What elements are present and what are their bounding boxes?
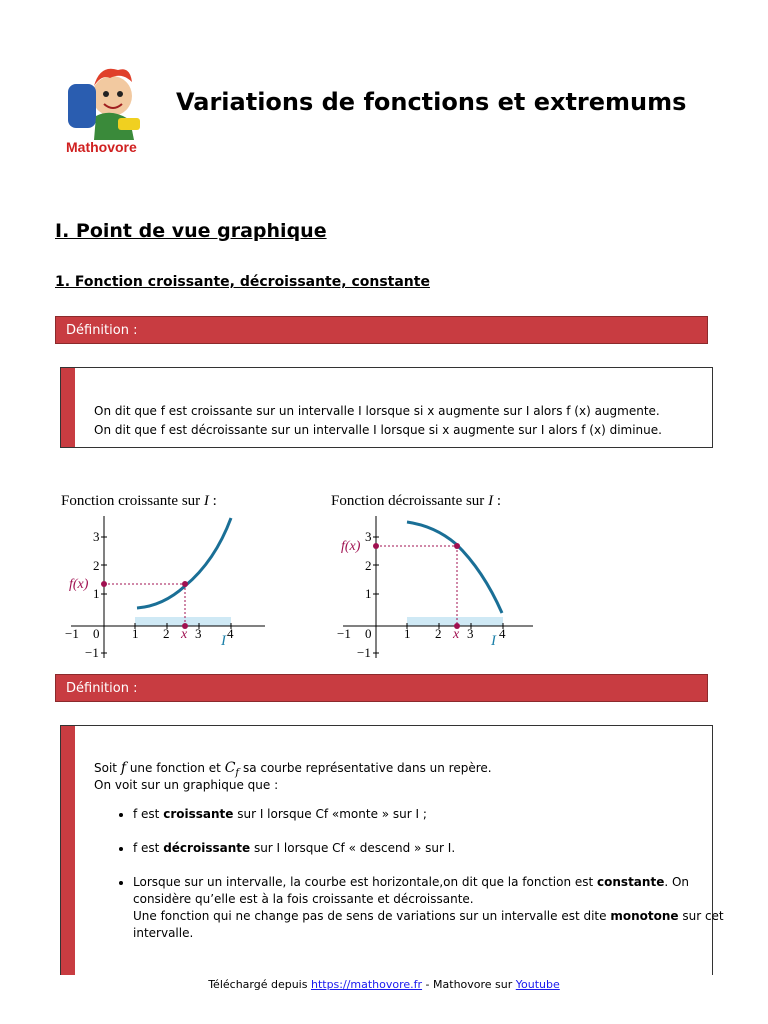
footer-text: - Mathovore sur: [422, 978, 516, 991]
definition-header: Définition :: [55, 674, 708, 702]
svg-text:1: 1: [404, 626, 411, 641]
svg-text:x: x: [181, 627, 188, 642]
footer: [0, 978, 768, 991]
definition-stripe: [61, 368, 75, 447]
mathovore-logo: [60, 58, 160, 158]
definition-text: On dit que f est décroissante sur un intervalle I lorsque si x augmente sur I alors f (x) diminue.: [94, 423, 662, 437]
svg-text:1: 1: [93, 586, 100, 601]
increasing-curve: [137, 518, 231, 608]
svg-text:1: 1: [132, 626, 139, 641]
svg-text:−1: −1: [337, 626, 351, 641]
svg-text:−1: −1: [357, 645, 371, 660]
svg-text:0: 0: [365, 626, 372, 641]
svg-text:Mathovore: Mathovore: [66, 139, 137, 155]
list-item: • f est croissante sur I lorsque Cf «monte » sur I ;: [133, 806, 733, 823]
definition-intro: Soit f une fonction et $C_f$ sa courbe représentative dans un repère.: [94, 760, 492, 779]
svg-text:2: 2: [93, 558, 100, 573]
svg-text:3: 3: [467, 626, 474, 641]
list-item: • f est décroissante sur I lorsque Cf « descend » sur I.: [133, 840, 733, 857]
svg-text:3: 3: [365, 529, 372, 544]
definition-stripe: [61, 726, 75, 975]
svg-text:0: 0: [93, 626, 100, 641]
subsection-title: 1. Fonction croissante, décroissante, constante: [55, 274, 430, 290]
definition-text: On voit sur un graphique que :: [94, 778, 279, 792]
youtube-link[interactable]: Youtube: [515, 978, 560, 991]
svg-text:2: 2: [163, 626, 170, 641]
definition-box: [60, 367, 713, 448]
svg-text:x: x: [453, 627, 460, 642]
decreasing-graph: [331, 493, 533, 660]
decreasing-curve: [407, 522, 502, 613]
svg-text:I: I: [221, 633, 226, 649]
page-title: Variations de fonctions et extremums: [176, 88, 687, 116]
svg-text:3: 3: [195, 626, 202, 641]
graph-title: Fonction décroissante sur I :: [331, 493, 501, 509]
svg-text:3: 3: [93, 529, 100, 544]
svg-text:4: 4: [499, 626, 506, 641]
list-item: • Lorsque sur un intervalle, la courbe est horizontale,on dit que la fonction est constante. On considère qu’elle est à la fois croissante et décroissante. Une fonction qui ne change pas de sens de variations sur un intervalle est dite monotone sur cet intervalle.: [133, 874, 733, 942]
definition-list: [113, 806, 733, 959]
svg-text:1: 1: [365, 586, 372, 601]
footer-text: Téléchargé depuis: [208, 978, 311, 991]
svg-text:I: I: [491, 633, 496, 649]
svg-text:−1: −1: [85, 645, 99, 660]
svg-text:−1: −1: [65, 626, 79, 641]
svg-text:f(x): f(x): [341, 539, 361, 554]
function-graphs: [55, 486, 555, 666]
graph-title: Fonction croissante sur I :: [61, 493, 217, 509]
increasing-graph: [61, 493, 265, 660]
svg-text:f(x): f(x): [69, 577, 89, 592]
svg-text:4: 4: [227, 626, 234, 641]
svg-text:2: 2: [435, 626, 442, 641]
section-title: I. Point de vue graphique: [55, 220, 327, 242]
definition-header: Définition :: [55, 316, 708, 344]
svg-text:2: 2: [365, 558, 372, 573]
definition-box: [60, 725, 724, 975]
definition-text: On dit que f est croissante sur un intervalle I lorsque si x augmente sur I alors f (x) augmente.: [94, 404, 660, 418]
mathovore-link[interactable]: https://mathovore.fr: [310, 978, 423, 991]
